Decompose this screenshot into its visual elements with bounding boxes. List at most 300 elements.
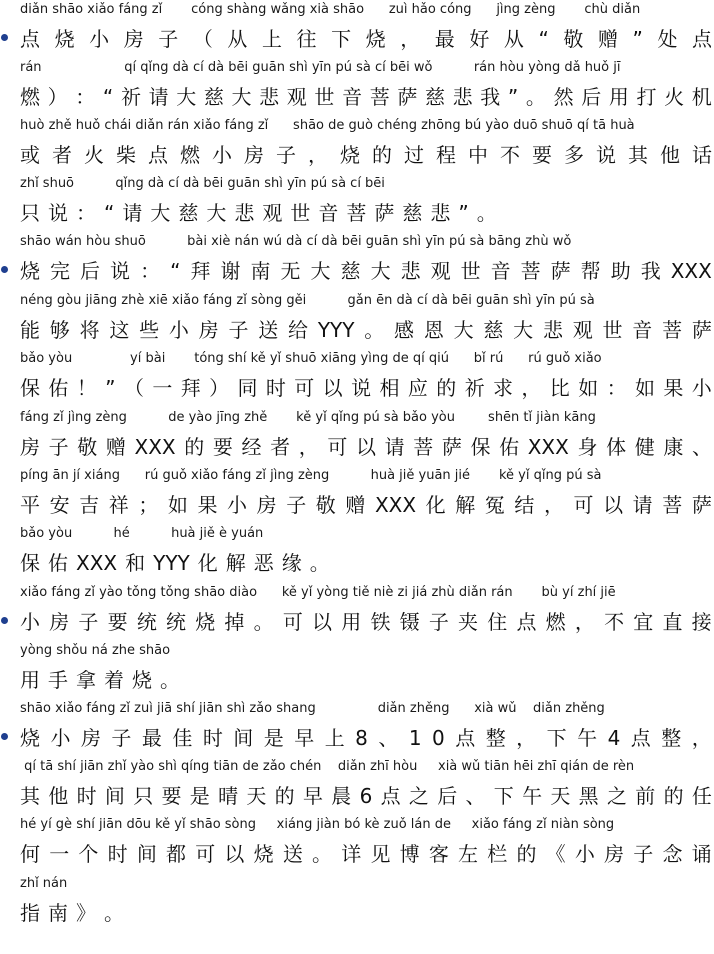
- hanzi-char: 请: [122, 201, 143, 225]
- hanzi-char: 健: [634, 435, 655, 459]
- hanzi-char: 悲: [259, 85, 280, 109]
- text-line: [0, 408, 714, 464]
- hanzi-char: 午: [577, 726, 598, 750]
- hanzi-char: 要: [212, 435, 233, 459]
- hanzi-char: 敬: [563, 27, 584, 51]
- hanzi-char: 小: [89, 27, 110, 51]
- hanzi-char: ：: [606, 376, 627, 400]
- hanzi-line: [20, 372, 712, 404]
- bullet-dot: [1, 733, 8, 740]
- hanzi-char: 间: [136, 842, 157, 866]
- hanzi-char: 从: [227, 27, 248, 51]
- hanzi-line: [20, 780, 712, 812]
- hanzi-char: ：: [75, 85, 96, 109]
- hanzi-char: 统: [136, 610, 157, 634]
- pinyin-line: zhǐ shuō qǐng dà cí dà bēi guān shì yīn pú sà cí bēi: [20, 176, 385, 191]
- hanzi-char: 萨: [397, 85, 418, 109]
- hanzi-char: 身: [577, 435, 598, 459]
- hanzi-char: 萨: [441, 435, 462, 459]
- hanzi-char: 祈: [464, 376, 485, 400]
- hanzi-char: 机: [691, 85, 712, 109]
- hanzi-char: 菩: [520, 259, 541, 283]
- hanzi-char: 之: [408, 784, 429, 808]
- hanzi-char: 不: [604, 610, 625, 634]
- hanzi-char: 祥: [108, 493, 129, 517]
- hanzi-char: 话: [692, 143, 712, 167]
- hanzi-char: 天: [550, 784, 571, 808]
- hanzi-char: 其: [628, 143, 648, 167]
- hanzi-char: 不: [500, 143, 520, 167]
- hanzi-char: 只: [20, 201, 40, 225]
- hanzi-char: XXX: [527, 435, 569, 459]
- hanzi-char: ，: [543, 493, 564, 517]
- hanzi-char: 拿: [76, 668, 96, 692]
- hanzi-char: 掉: [224, 610, 245, 634]
- hanzi-char: 说: [596, 143, 616, 167]
- hanzi-char: 赠: [345, 493, 366, 517]
- hanzi-char: 8: [355, 726, 368, 750]
- hanzi-char: 世: [314, 85, 335, 109]
- pinyin-line: diǎn shāo xiǎo fáng zǐ cóng shàng wǎng xià shāo zuì hǎo cóng jìng zèng chù diǎn: [20, 2, 641, 17]
- hanzi-char: 房: [198, 318, 219, 342]
- hanzi-char: 烧: [20, 726, 40, 750]
- hanzi-char: 是: [263, 726, 284, 750]
- hanzi-char: 时: [107, 842, 128, 866]
- hanzi-line: [20, 431, 712, 463]
- hanzi-char: 住: [487, 610, 508, 634]
- hanzi-char: 慈: [203, 85, 224, 109]
- pinyin-line: shāo wán hòu shuō bài xiè nán wú dà cí dà bēi guān shì yīn pú sà bāng zhù wǒ: [20, 234, 572, 249]
- hanzi-char: 萨: [550, 259, 571, 283]
- hanzi-char: 房: [20, 435, 40, 459]
- hanzi-char: 和: [125, 551, 146, 575]
- hanzi-char: 《: [545, 842, 566, 866]
- hanzi-char: 点: [516, 610, 537, 634]
- hanzi-char: 点: [455, 726, 476, 750]
- hanzi-char: 菩: [662, 493, 683, 517]
- hanzi-char: 房: [123, 27, 144, 51]
- hanzi-line: [20, 547, 712, 579]
- hanzi-char: 燃: [545, 610, 566, 634]
- hanzi-char: 佑: [499, 435, 520, 459]
- hanzi-char: （: [192, 27, 213, 51]
- hanzi-char: 火: [664, 85, 685, 109]
- hanzi-char: 佳: [172, 726, 193, 750]
- hanzi-char: 房: [604, 842, 625, 866]
- hanzi-char: 观: [262, 201, 283, 225]
- hanzi-char: 菩: [662, 318, 683, 342]
- hanzi-char: 帮: [580, 259, 601, 283]
- hanzi-char: 早: [294, 726, 315, 750]
- pinyin-line: fáng zǐ jìng zèng de yào jīng zhě kě yǐ qǐng pú sà bǎo yòu shēn tǐ jiàn kāng: [20, 410, 596, 425]
- hanzi-char: 大: [370, 259, 391, 283]
- hanzi-char: 送: [282, 842, 303, 866]
- hanzi-char: 观: [572, 318, 593, 342]
- hanzi-char: 火: [84, 143, 104, 167]
- hanzi-char: 烧: [340, 143, 360, 167]
- hanzi-char: 南: [48, 901, 68, 925]
- hanzi-char: 晴: [218, 784, 239, 808]
- hanzi-char: 音: [342, 85, 363, 109]
- hanzi-char: 经: [241, 435, 262, 459]
- hanzi-char: 下: [331, 27, 352, 51]
- hanzi-char: 将: [79, 318, 100, 342]
- hanzi-char: 平: [20, 493, 40, 517]
- hanzi-char: 敬: [77, 435, 98, 459]
- hanzi-char: 接: [691, 610, 712, 634]
- hanzi-char: 6: [359, 784, 373, 808]
- hanzi-char: 敬: [315, 493, 336, 517]
- text-line: [0, 58, 714, 114]
- text-line: [0, 583, 714, 639]
- hanzi-char: 前: [635, 784, 656, 808]
- hanzi-char: 世: [460, 259, 481, 283]
- hanzi-char: 恶: [253, 551, 274, 575]
- bullet-dot: [1, 266, 8, 273]
- hanzi-char: 要: [532, 143, 552, 167]
- hanzi-char: 柴: [116, 143, 136, 167]
- hanzi-char: 赠: [105, 435, 126, 459]
- hanzi-char: 萨: [691, 493, 712, 517]
- hanzi-char: 小: [212, 143, 232, 167]
- hanzi-char: 观: [286, 85, 307, 109]
- bullet-dot: [1, 617, 8, 624]
- hanzi-char: 早: [302, 784, 323, 808]
- hanzi-char: 一: [49, 842, 70, 866]
- hanzi-char: 其: [20, 784, 40, 808]
- hanzi-char: ！: [76, 376, 97, 400]
- hanzi-char: 时: [76, 784, 97, 808]
- hanzi-char: 请: [632, 493, 653, 517]
- hanzi-char: 4: [607, 726, 621, 750]
- hanzi-char: ，: [521, 376, 542, 400]
- hanzi-char: 可: [195, 842, 216, 866]
- hanzi-char: 解: [225, 551, 246, 575]
- hanzi-char: 手: [48, 668, 68, 692]
- hanzi-char: 缘: [281, 551, 302, 575]
- hanzi-char: 他: [48, 784, 69, 808]
- hanzi-line: [20, 897, 712, 929]
- text-line: [0, 524, 714, 580]
- pinyin-line: píng ān jí xiáng rú guǒ xiǎo fáng zǐ jìng zèng huà jiě yuān jié kě yǐ qǐng pú sà: [20, 468, 602, 483]
- hanzi-char: 详: [341, 842, 362, 866]
- hanzi-char: 烧: [54, 27, 75, 51]
- hanzi-char: 观: [430, 259, 451, 283]
- hanzi-char: 烧: [132, 668, 152, 692]
- hanzi-char: 。: [476, 201, 497, 225]
- hanzi-char: 镊: [399, 610, 420, 634]
- hanzi-char: 1: [408, 726, 422, 750]
- hanzi-char: 悲: [430, 201, 451, 225]
- hanzi-char: 客: [428, 842, 449, 866]
- hanzi-char: 往: [296, 27, 317, 51]
- hanzi-char: 宜: [633, 610, 654, 634]
- pinyin-line: shāo xiǎo fáng zǐ zuì jiā shí jiān shì zǎo shang diǎn zhěng xià wǔ diǎn zhěng: [20, 701, 605, 716]
- hanzi-char: 好: [469, 27, 490, 51]
- hanzi-char: 者: [52, 143, 72, 167]
- hanzi-char: 佑: [48, 376, 69, 400]
- hanzi-char: 点: [692, 27, 712, 51]
- hanzi-char: 大: [231, 85, 252, 109]
- hanzi-char: 说: [351, 376, 372, 400]
- hanzi-char: 程: [436, 143, 456, 167]
- hanzi-char: 慈: [340, 259, 361, 283]
- hanzi-char: 菩: [369, 85, 390, 109]
- pinyin-line: néng gòu jiāng zhè xiē xiǎo fáng zǐ sòng gěi gǎn ēn dà cí dà bēi guān shì yīn pú sà: [20, 293, 595, 308]
- hanzi-char: 指: [20, 901, 40, 925]
- hanzi-line: [20, 489, 712, 521]
- hanzi-char: 、: [691, 435, 712, 459]
- hanzi-char: 以: [322, 376, 343, 400]
- hanzi-char: 以: [312, 610, 333, 634]
- hanzi-char: ：: [76, 201, 96, 225]
- hanzi-char: 。: [104, 901, 124, 925]
- hanzi-char: 都: [166, 842, 187, 866]
- hanzi-char: 烧: [195, 610, 216, 634]
- hanzi-char: 请: [148, 85, 169, 109]
- hanzi-char: 者: [270, 435, 291, 459]
- hanzi-char: 是: [189, 784, 210, 808]
- hanzi-char: XXX: [134, 435, 176, 459]
- text-line: [0, 699, 714, 755]
- hanzi-char: ”: [458, 201, 469, 225]
- hanzi-char: 可: [327, 435, 348, 459]
- hanzi-char: 过: [404, 143, 424, 167]
- hanzi-line: [20, 838, 712, 870]
- hanzi-char: 感: [394, 318, 415, 342]
- hanzi-char: 。: [525, 85, 546, 109]
- hanzi-char: 的: [274, 784, 295, 808]
- hanzi-char: 音: [318, 201, 339, 225]
- hanzi-char: 或: [20, 143, 40, 167]
- hanzi-char: 吉: [79, 493, 100, 517]
- hanzi-char: 萨: [374, 201, 395, 225]
- hanzi-char: 菩: [346, 201, 367, 225]
- hanzi-char: 燃: [180, 143, 200, 167]
- text-line: [0, 466, 714, 522]
- hanzi-char: 比: [549, 376, 570, 400]
- hanzi-char: ”: [507, 85, 519, 109]
- hanzi-char: “: [102, 85, 114, 109]
- hanzi-char: ，: [691, 726, 712, 750]
- hanzi-char: 最: [434, 27, 455, 51]
- pinyin-line: bǎo yòu yí bài tóng shí kě yǐ shuō xiāng yìng de qí qiú bǐ rú rú guǒ xiǎo: [20, 351, 602, 366]
- hanzi-char: 保: [20, 551, 40, 575]
- hanzi-line: [20, 139, 712, 171]
- hanzi-char: 保: [470, 435, 491, 459]
- hanzi-char: 一: [152, 376, 173, 400]
- pinyin-line: huò zhě huǒ chái diǎn rán xiǎo fáng zǐ shāo de guò chéng zhōng bú yào duō shuō qí tā huà: [20, 118, 635, 133]
- hanzi-char: 的: [184, 435, 205, 459]
- hanzi-char: 之: [606, 784, 627, 808]
- hanzi-char: 时: [202, 726, 223, 750]
- hanzi-char: 音: [490, 259, 511, 283]
- hanzi-char: 谢: [220, 259, 241, 283]
- hanzi-char: ”: [105, 376, 116, 400]
- hanzi-char: ）: [47, 85, 68, 109]
- hanzi-char: 子: [111, 726, 132, 750]
- hanzi-char: 何: [20, 842, 40, 866]
- hanzi-char: 康: [663, 435, 684, 459]
- hanzi-char: 求: [493, 376, 514, 400]
- hanzi-char: 房: [256, 493, 277, 517]
- hanzi-char: 后: [80, 259, 101, 283]
- hanzi-char: 子: [633, 842, 654, 866]
- hanzi-char: 这: [109, 318, 130, 342]
- hanzi-char: 博: [399, 842, 420, 866]
- hanzi-line: [20, 664, 712, 696]
- hanzi-char: 助: [610, 259, 631, 283]
- hanzi-char: 以: [355, 435, 376, 459]
- hanzi-char: 子: [428, 610, 449, 634]
- hanzi-char: 点: [20, 27, 40, 51]
- hanzi-char: 佑: [48, 551, 68, 575]
- hanzi-char: 用: [20, 668, 40, 692]
- hanzi-char: 可: [573, 493, 594, 517]
- hanzi-char: ，: [574, 610, 595, 634]
- text-line: [0, 757, 714, 813]
- hanzi-line: [20, 314, 712, 346]
- hanzi-char: 的: [436, 376, 457, 400]
- hanzi-char: “: [104, 201, 115, 225]
- hanzi-char: 以: [224, 842, 245, 866]
- hanzi-char: ：: [140, 259, 161, 283]
- hanzi-char: 烧: [20, 259, 40, 283]
- pinyin-line: xiǎo fáng zǐ yào tǒng tǒng shāo diào kě yǐ yòng tiě niè zi jiá zhù diǎn rán bù yí zhí jiē: [20, 585, 616, 600]
- hanzi-line: [20, 255, 712, 287]
- hanzi-char: 音: [632, 318, 653, 342]
- hanzi-char: 果: [197, 493, 218, 517]
- hanzi-char: 请: [384, 435, 405, 459]
- hanzi-char: 铁: [370, 610, 391, 634]
- hanzi-char: 整: [485, 726, 506, 750]
- hanzi-line: [20, 81, 712, 113]
- pinyin-line: bǎo yòu hé huà jiě è yuán: [20, 526, 264, 541]
- hanzi-char: 化: [197, 551, 218, 575]
- bullet-dot: [1, 34, 8, 41]
- hanzi-char: 悲: [234, 201, 255, 225]
- hanzi-char: “: [538, 27, 549, 51]
- text-line: [0, 0, 714, 56]
- hanzi-char: 》: [76, 901, 96, 925]
- hanzi-char: 直: [662, 610, 683, 634]
- text-line: [0, 291, 714, 347]
- hanzi-char: 大: [513, 318, 534, 342]
- hanzi-char: 我: [640, 259, 661, 283]
- hanzi-char: 左: [458, 842, 479, 866]
- hanzi-char: 子: [286, 493, 307, 517]
- hanzi-char: 统: [166, 610, 187, 634]
- hanzi-char: 处: [657, 27, 678, 51]
- hanzi-char: 些: [139, 318, 160, 342]
- hanzi-char: 黑: [578, 784, 599, 808]
- text-line: [0, 815, 714, 871]
- hanzi-line: [20, 722, 712, 754]
- hanzi-char: 果: [663, 376, 684, 400]
- hanzi-char: 中: [468, 143, 488, 167]
- hanzi-char: 用: [608, 85, 629, 109]
- hanzi-char: 小: [50, 726, 71, 750]
- hanzi-char: 子: [228, 318, 249, 342]
- hanzi-char: 点: [380, 784, 401, 808]
- pinyin-line: hé yí gè shí jiān dōu kě yǐ shāo sòng xiáng jiàn bó kè zuǒ lán de xiǎo fáng zǐ niàn sòng: [20, 817, 615, 832]
- hanzi-char: 燃: [20, 85, 40, 109]
- hanzi-char: 只: [133, 784, 154, 808]
- hanzi-char: 整: [661, 726, 682, 750]
- hanzi-char: 送: [258, 318, 279, 342]
- hanzi-char: 如: [167, 493, 188, 517]
- pinyin-line: zhǐ nán: [20, 876, 68, 891]
- hanzi-char: 我: [480, 85, 501, 109]
- hanzi-char: 小: [227, 493, 248, 517]
- hanzi-char: 祈: [120, 85, 141, 109]
- pinyin-line: rán qí qǐng dà cí dà bēi guān shì yīn pú sà cí bēi wǒ rán hòu yòng dǎ huǒ jī: [20, 60, 621, 75]
- hanzi-char: 小: [168, 318, 189, 342]
- hanzi-char: 他: [660, 143, 680, 167]
- hanzi-char: 。: [312, 842, 333, 866]
- hanzi-char: 小: [574, 842, 595, 866]
- hanzi-char: 要: [161, 784, 182, 808]
- hanzi-char: 给: [288, 318, 309, 342]
- hanzi-char: 安: [49, 493, 70, 517]
- hanzi-char: 化: [425, 493, 446, 517]
- hanzi-char: 然: [553, 85, 574, 109]
- hanzi-char: 下: [546, 726, 567, 750]
- hanzi-char: 说: [110, 259, 131, 283]
- pinyin-line: qí tā shí jiān zhǐ yào shì qíng tiān de zǎo chén diǎn zhī hòu xià wǔ tiān hēi zhī qián de rèn: [20, 759, 635, 774]
- hanzi-char: XXX: [374, 493, 417, 517]
- hanzi-char: 慈: [402, 201, 423, 225]
- hanzi-char: 。: [309, 551, 330, 575]
- text-line: [0, 641, 714, 697]
- hanzi-char: 可: [282, 610, 303, 634]
- hanzi-char: 念: [662, 842, 683, 866]
- hanzi-char: 子: [158, 27, 179, 51]
- hanzi-char: 赠: [597, 27, 618, 51]
- hanzi-char: 应: [407, 376, 428, 400]
- hanzi-char: 南: [250, 259, 271, 283]
- hanzi-char: 拜: [180, 376, 201, 400]
- hanzi-char: 的: [372, 143, 392, 167]
- hanzi-char: 点: [630, 726, 651, 750]
- hanzi-char: 以: [603, 493, 624, 517]
- hanzi-char: 。: [253, 610, 274, 634]
- hanzi-char: 如: [634, 376, 655, 400]
- hanzi-char: 大: [150, 201, 171, 225]
- hanzi-char: XXX: [670, 259, 712, 283]
- hanzi-char: 诵: [691, 842, 712, 866]
- hanzi-char: 点: [148, 143, 168, 167]
- hanzi-char: 午: [522, 784, 543, 808]
- hanzi-char: 晨: [331, 784, 352, 808]
- hanzi-char: 慈: [424, 85, 445, 109]
- hanzi-char: 时: [265, 376, 286, 400]
- hanzi-char: 栏: [487, 842, 508, 866]
- pinyin-line: yòng shǒu ná zhe shāo: [20, 643, 171, 658]
- hanzi-char: 上: [261, 27, 282, 51]
- hanzi-char: 下: [493, 784, 514, 808]
- hanzi-char: 解: [455, 493, 476, 517]
- hanzi-char: 悲: [400, 259, 421, 283]
- hanzi-char: 0: [432, 726, 445, 750]
- hanzi-char: 慈: [483, 318, 504, 342]
- hanzi-char: 菩: [413, 435, 434, 459]
- hanzi-char: 大: [176, 85, 197, 109]
- hanzi-char: 萨: [691, 318, 712, 342]
- hanzi-char: “: [170, 259, 181, 283]
- hanzi-char: 房: [80, 726, 101, 750]
- hanzi-char: 大: [310, 259, 331, 283]
